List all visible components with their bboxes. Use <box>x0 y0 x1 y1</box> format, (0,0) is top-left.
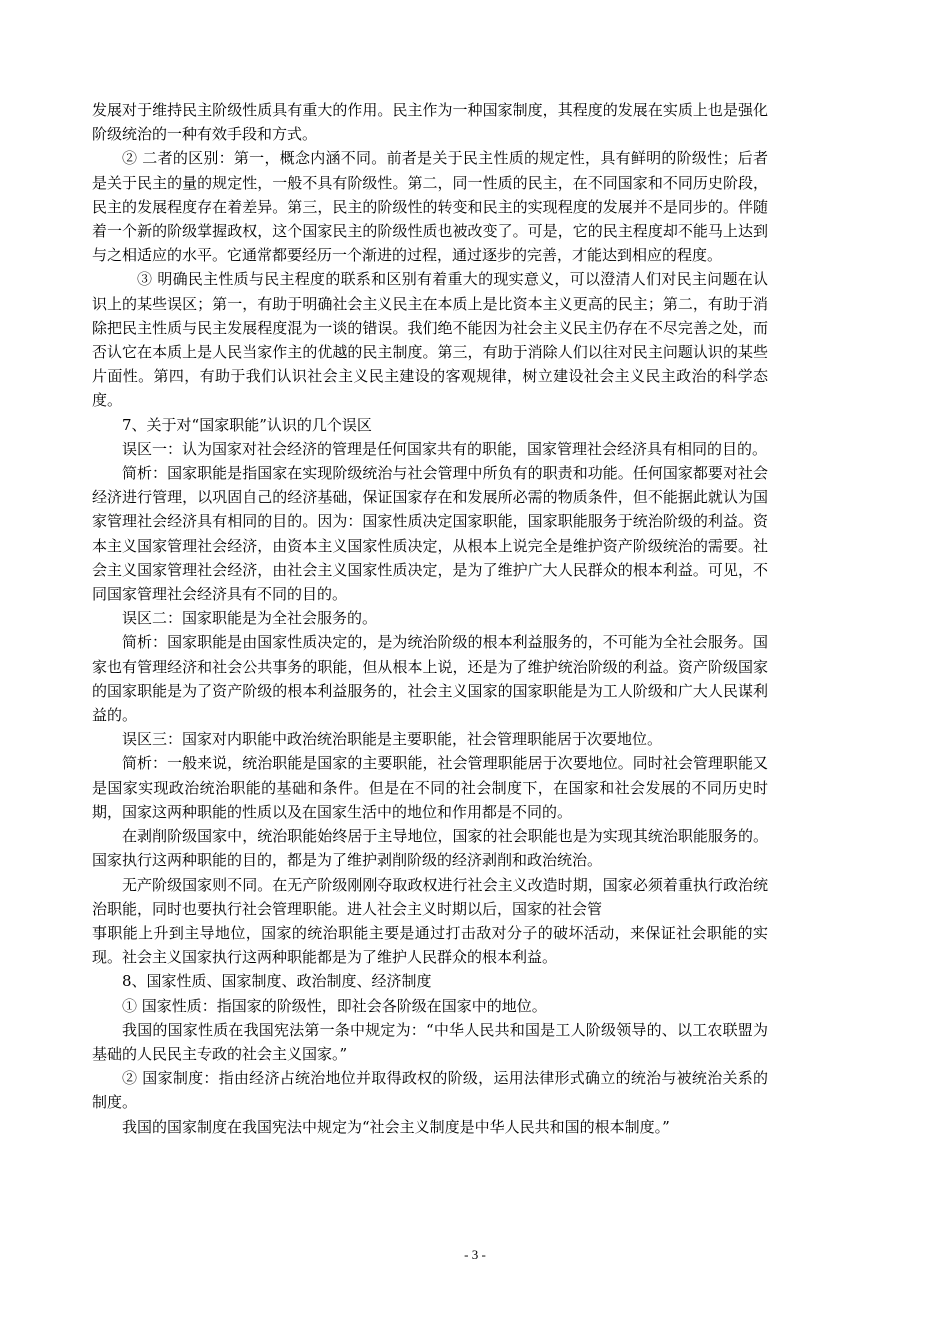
paragraph: 我国的国家制度在我国宪法中规定为“社会主义制度是中华人民共和国的根本制度。” <box>122 1117 670 1136</box>
paragraph: ③ 明确民主性质与民主程度的联系和区别有着重大的现实意义，可以澄清人们对民主问题在认识上的某些误区；第一，有助于明确社会主义民主在本质上是比资本主义更高的民主；第二，有助于消除把民主性质与民主发展程度混为一谈的错误。我们绝不能因为社会主义民主仍存在不尽完善之处，而否认它在本质上是人民当家作主的优越的民主制度。第三，有助于消除人们以往对民主问题认识的某些片面性。第四，有助于我们认识社会主义民主建设的客观规律，树立建设社会主义民主政治的科学态度。 <box>92 270 768 410</box>
paragraph: ② 国家制度：指由经济占统治地位并取得政权的阶级，运用法律形式确立的统治与被统治关系的制度。 <box>92 1069 768 1112</box>
section-heading: 8、国家性质、国家制度、政治制度、经济制度 <box>122 972 432 991</box>
paragraph: 无产阶级国家则不同。在无产阶级刚刚夺取政权进行社会主义改造时期，国家必须着重执行政治统治职能，同时也要执行社会管理职能。进人社会主义时期以后，国家的社会管 <box>92 875 768 918</box>
paragraph: 简析：一般来说，统治职能是国家的主要职能，社会管理职能居于次要地位。同时社会管理职能又是国家实现政治统治职能的基础和条件。但是在不同的社会制度下，在国家和社会发展的不同历史时期，国家这两种职能的性质以及在国家生活中的地位和作用都是不同的。 <box>92 754 768 821</box>
paragraph: 简析：国家职能是由国家性质决定的，是为统治阶级的根本利益服务的，不可能为全社会服务。国家也有管理经济和社会公共事务的职能，但从根本上说，还是为了维护统治阶级的利益。资产阶级国家的国家职能是为了资产阶级的根本利益服务的，社会主义国家的国家职能是为工人阶级和广大人民谋利益的。 <box>92 633 768 725</box>
paragraph: 在剥削阶级国家中，统治职能始终居于主导地位，国家的社会职能也是为实现其统治职能服务的。国家执行这两种职能的目的，都是为了维护剥削阶级的经济剥削和政治统治。 <box>92 827 768 870</box>
paragraph: 简析：国家职能是指国家在实现阶级统治与社会管理中所负有的职责和功能。任何国家都要对社会经济进行管理，以巩固自己的经济基础，保证国家存在和发展所必需的物质条件，但不能据此就认为国家管理社会经济具有相同的目的。因为：国家性质决定国家职能，国家职能服务于统治阶级的利益。资本主义国家管理社会经济，由资本主义国家性质决定，从根本上说完全是维护资产阶级统治的需要。社会主义国家管理社会经济，由社会主义国家性质决定，是为了维护广大人民群众的根本利益。可见，不同国家管理社会经济具有不同的目的。 <box>92 464 768 604</box>
paragraph: 误区二：国家职能是为全社会服务的。 <box>122 609 378 628</box>
body-text <box>92 98 768 1139</box>
page-number: - 3 - <box>464 1247 486 1262</box>
paragraph: ① 国家性质：指国家的阶级性，即社会各阶级在国家中的地位。 <box>122 996 547 1015</box>
paragraph: 我国的国家性质在我国宪法第一条中规定为：“中华人民共和国是工人阶级领导的、以工农联盟为基础的人民民主专政的社会主义国家。” <box>92 1020 768 1063</box>
section-heading: 7、关于对“国家职能”认识的几个误区 <box>122 415 372 434</box>
paragraph: ② 二者的区别：第一，概念内涵不同。前者是关于民主性质的规定性，具有鲜明的阶级性；后者是关于民主的量的规定性，一般不具有阶级性。第二，同一性质的民主，在不同国家和不同历史阶段，民主的发展程度存在着差异。第三，民主的阶级性的转变和民主的实现程度的发展并不是同步的。伴随着一个新的阶级掌握政权，这个国家民主的阶级性质也被改变了。可是，它的民主程度却不能马上达到与之相适应的水平。它通常都要经历一个渐进的过程，通过逐步的完善，才能达到相应的程度。 <box>92 149 768 265</box>
paragraph: 误区三：国家对内职能中政治统治职能是主要职能，社会管理职能居于次要地位。 <box>122 730 663 749</box>
paragraph: 误区一：认为国家对社会经济的管理是任何国家共有的职能，国家管理社会经济具有相同的目的。 <box>122 439 768 458</box>
paragraph: 发展对于维持民主阶级性质具有重大的作用。民主作为一种国家制度，其程度的发展在实质上也是强化阶级统治的一种有效手段和方式。 <box>92 101 768 144</box>
paragraph: 事职能上升到主导地位，国家的统治职能主要是通过打击敌对分子的破坏活动，来保证社会职能的实现。社会主义国家执行这两种职能都是为了维护人民群众的根本利益。 <box>92 923 768 967</box>
